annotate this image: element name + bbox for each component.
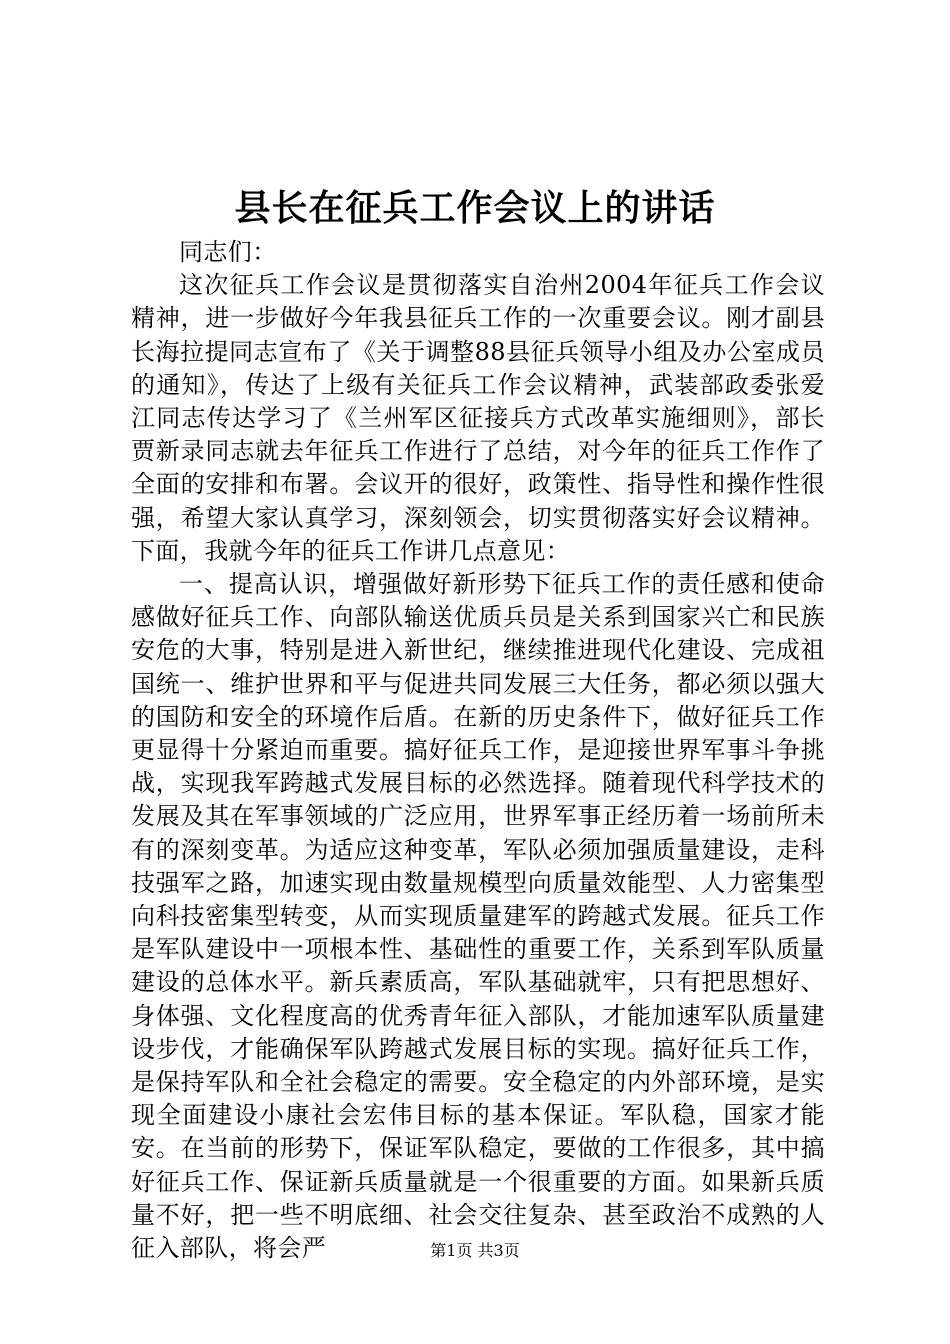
document-title: 县长在征兵工作会议上的讲话 (234, 187, 716, 229)
salutation-paragraph: 同志们： (179, 238, 277, 266)
page-number-footer: 第1页 共3页 (430, 1241, 520, 1260)
section-one-paragraph: 一、提高认识，增强做好新形势下征兵工作的责任感和使命感做好征兵工作、向部队输送优质兵员是关系到国家兴亡和民族安危的大事，特别是进入新世纪，继续推进现代化建设、完成祖国统一、维护世界和平与促进共同发展三大任务，都必须以强大的国防和安全的环境作后盾。在新的历史条件下，做好征兵工作更显得十分紧迫而重要。搞好征兵工作，是迎接世界军事斗争挑战，实现我军跨越式发展目标的必然选择。随着现代科学技术的发展及其在军事领域的广泛应用，世界军事正经历着一场前所未有的深刻变革。为适应这种变革，军队必须加强质量建设，走科技强军之路，加速实现由数量规模型向质量效能型、人力密集型向科技密集型转变，从而实现质量建军的跨越式发展。征兵工作是军队建设中一项根本性、基础性的重要工作，关系到军队质量建设的总体水平。新兵素质高，军队基础就牢，只有把思想好、身体强、文化程度高的优秀青年征入部队，才能加速军队质量建设步伐，才能确保军队跨越式发展目标的实现。搞好征兵工作，是保持军队和全社会稳定的需要。安全稳定的内外部环境，是实现全面建设小康社会宏伟目标的基本保证。军队稳，国家才能安。在当前的形势下，保证军队稳定，要做的工作很多，其中搞好征兵工作、保证新兵质量就是一个很重要的方面。如果新兵质量不好，把一些不明底细、社会交往复杂、甚至政治不成熟的人征入部队，将会严 (131, 570, 825, 1263)
document-body (131, 236, 825, 1265)
intro-paragraph: 这次征兵工作会议是贯彻落实自治州2004年征兵工作会议精神，进一步做好今年我县征兵工作的一次重要会议。刚才副县长海拉提同志宣布了《关于调整88县征兵领导小组及办公室成员的通知》，传达了上级有关征兵工作会议精神，武装部政委张爱江同志传达学习了《兰州军区征接兵方式改革实施细则》，部长贾新录同志就去年征兵工作进行了总结，对今年的征兵工作作了全面的安排和布署。会议开的很好，政策性、指导性和操作性很强，希望大家认真学习，深刻领会，切实贯彻落实好会议精神。下面，我就今年的征兵工作讲几点意见： (131, 271, 825, 565)
